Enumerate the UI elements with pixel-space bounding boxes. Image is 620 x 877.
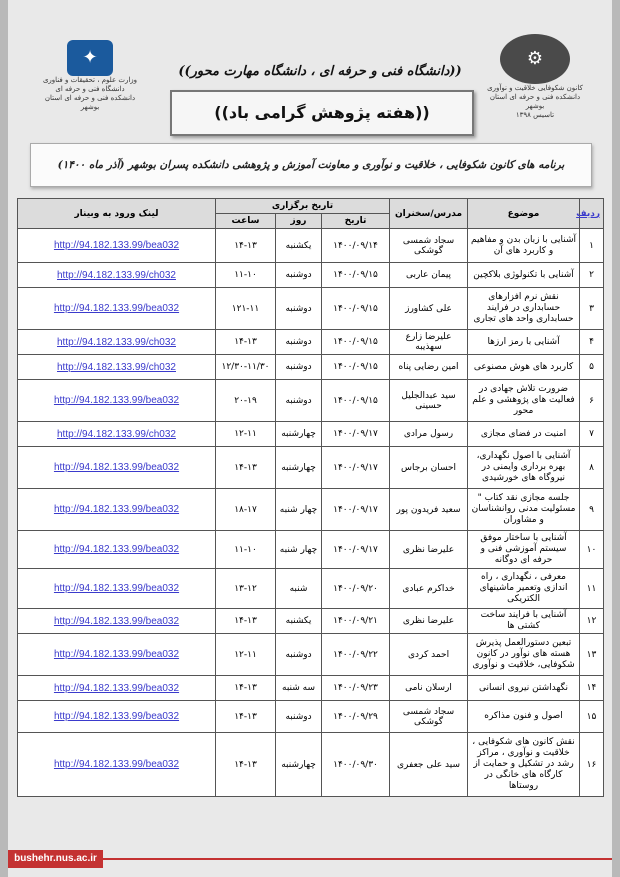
webinar-link[interactable]: http://94.182.133.99/bea032 (53, 615, 180, 627)
row-date: ۱۴۰۰/۰۹/۱۴ (333, 240, 378, 251)
row-lecturer: خداکرم عبادی (402, 583, 455, 594)
row-topic: آشنایی با رمز ارزها (487, 336, 560, 347)
row-lecturer: علیرضا نظری (402, 616, 455, 626)
row-time-cell (216, 676, 276, 701)
row-lecturer: سید علی جعفری (397, 759, 461, 770)
row-time: ۱۴-۱۳ (234, 711, 257, 722)
row-link-cell (18, 701, 216, 733)
row-topic-cell (468, 676, 580, 701)
webinar-link[interactable]: http://94.182.133.99/ch032 (57, 361, 176, 373)
table-row (18, 609, 604, 634)
row-day-cell (276, 676, 322, 701)
header-time: ساعت (216, 214, 276, 229)
row-date-cell (322, 489, 390, 531)
row-day-cell (276, 380, 322, 422)
header-day: روز (276, 214, 322, 229)
row-index: ۳ (589, 303, 594, 314)
row-link-cell (18, 263, 216, 288)
row-day: دوشنبه (285, 362, 312, 372)
webinar-link[interactable]: http://94.182.133.99/bea032 (53, 759, 180, 770)
logo-left-caption: وزارت علوم ، تحقیقات و فناوری دانشگاه فنی و حرفه ای دانشکده فنی و حرفه ای استان بوشهر (42, 76, 138, 111)
row-index-cell (580, 676, 604, 701)
row-day: چهار شنبه (279, 504, 318, 515)
table-row (18, 422, 604, 447)
row-date-cell (322, 330, 390, 355)
row-day-cell (276, 531, 322, 569)
row-link-cell (18, 355, 216, 380)
row-day: چهار شنبه (279, 544, 318, 555)
row-lecturer: احمد کردی (407, 649, 450, 660)
row-index: ۱۶ (586, 759, 597, 770)
row-day-cell (276, 422, 322, 447)
row-lecturer-cell (390, 422, 468, 447)
table-row (18, 330, 604, 355)
row-day-cell (276, 288, 322, 330)
row-lecturer: ارسلان نامی (405, 683, 452, 693)
row-topic-cell (468, 447, 580, 489)
row-date: ۱۴۰۰/۰۹/۲۰ (333, 583, 378, 594)
row-time: ۱۲-۱۱ (234, 649, 257, 660)
innovation-center-logo (480, 34, 590, 119)
row-time-cell (216, 609, 276, 634)
row-date-cell (322, 676, 390, 701)
row-index-cell (580, 531, 604, 569)
row-index-cell (580, 380, 604, 422)
webinar-link[interactable]: http://94.182.133.99/bea032 (53, 682, 180, 694)
row-day-cell (276, 447, 322, 489)
webinar-link[interactable]: http://94.182.133.99/bea032 (53, 240, 180, 251)
row-day-cell (276, 609, 322, 634)
row-day: چهارشنبه (281, 462, 316, 473)
row-lecturer-cell (390, 288, 468, 330)
row-lecturer-cell (390, 733, 468, 797)
row-topic: ضرورت تلاش جهادی در فعالیت های پژوهشی و علم محور (472, 384, 575, 416)
programs-title: برنامه های کانون شکوفایی ، خلاقیت و نوآوری و معاونت آموزش و پژوهشی دانشکده پسران بوشهر (آذر ماه ۱۴۰۰) (30, 143, 592, 187)
row-date-cell (322, 634, 390, 676)
table-row (18, 489, 604, 531)
row-time: ۱۱-۱۰ (234, 270, 257, 280)
row-index: ۲ (589, 270, 594, 280)
right-frame (612, 0, 620, 877)
row-lecturer: رسول مرادی (403, 429, 454, 439)
row-time: ۱۴-۱۳ (234, 240, 257, 251)
row-link-cell (18, 733, 216, 797)
row-index: ۱۰ (586, 544, 597, 555)
row-day: یکشنبه (285, 240, 312, 251)
row-topic: آشنایی با ساختار موفق سیستم آموزشی فنی و حرفه ای دوگانه (480, 533, 567, 565)
row-day-cell (276, 733, 322, 797)
row-topic-cell (468, 330, 580, 355)
row-link-cell (18, 489, 216, 531)
webinar-link[interactable]: http://94.182.133.99/bea032 (53, 504, 180, 515)
row-date-cell (322, 380, 390, 422)
table-row (18, 531, 604, 569)
header-date: تاریخ (322, 214, 390, 229)
row-topic-cell (468, 701, 580, 733)
row-time-cell (216, 355, 276, 380)
row-time: ۱۱-۱۰ (234, 544, 257, 555)
row-index-cell (580, 422, 604, 447)
table-row (18, 569, 604, 609)
row-date-cell (322, 288, 390, 330)
row-date: ۱۴۰۰/۰۹/۲۲ (333, 649, 378, 660)
row-time-cell (216, 489, 276, 531)
row-date: ۱۴۰۰/۰۹/۱۷ (333, 544, 378, 555)
header-date-group: تاریخ برگزاری (216, 199, 390, 214)
row-topic: کاربرد های هوش مصنوعی (473, 361, 574, 372)
table-row (18, 676, 604, 701)
row-lecturer-cell (390, 330, 468, 355)
row-lecturer-cell (390, 489, 468, 531)
row-topic: آشنایی با فرایند ساخت کشتی ها (480, 610, 567, 631)
row-date: ۱۴۰۰/۰۹/۲۹ (333, 711, 378, 722)
row-day-cell (276, 634, 322, 676)
schedule-rows (18, 229, 604, 797)
row-topic: اصول و فنون مذاکره (484, 711, 563, 721)
row-topic-cell (468, 634, 580, 676)
row-time-cell (216, 330, 276, 355)
row-time-cell (216, 569, 276, 609)
row-lecturer-cell (390, 355, 468, 380)
row-lecturer-cell (390, 263, 468, 288)
row-index-cell (580, 569, 604, 609)
row-day: دوشنبه (285, 270, 312, 280)
table-row (18, 701, 604, 733)
row-day-cell (276, 229, 322, 263)
row-time-cell (216, 447, 276, 489)
table-row (18, 288, 604, 330)
row-day: دوشنبه (285, 649, 312, 660)
row-link-cell (18, 676, 216, 701)
row-day-cell (276, 569, 322, 609)
webinar-link[interactable]: http://94.182.133.99/bea032 (53, 303, 180, 314)
row-day-cell (276, 701, 322, 733)
row-topic-cell (468, 489, 580, 531)
row-day: شنبه (289, 583, 308, 594)
webinar-link[interactable]: http://94.182.133.99/bea032 (53, 649, 180, 660)
university-logo (40, 40, 140, 120)
row-time-cell (216, 288, 276, 330)
row-topic-cell (468, 569, 580, 609)
row-time: ۱۸-۱۷ (234, 504, 257, 515)
row-date: ۱۴۰۰/۰۹/۱۵ (333, 270, 378, 280)
row-date-cell (322, 355, 390, 380)
row-lecturer-cell (390, 609, 468, 634)
row-time: ۱۴-۱۳ (234, 616, 257, 626)
row-lecturer-cell (390, 447, 468, 489)
row-index: ۵ (589, 362, 594, 372)
row-time-cell (216, 733, 276, 797)
row-date-cell (322, 569, 390, 609)
table-row (18, 263, 604, 288)
row-date: ۱۴۰۰/۰۹/۱۵ (333, 303, 378, 314)
row-index: ۶ (589, 395, 594, 406)
row-lecturer: احسان برجاس (400, 462, 457, 473)
header-lecturer: مدرس/سخنران (390, 199, 468, 229)
row-topic-cell (468, 229, 580, 263)
row-topic: آشنایی با اصول نگهداری، بهره برداری وایمنی در نیروگاه های خورشیدی (476, 451, 571, 483)
row-date-cell (322, 422, 390, 447)
webinar-link[interactable]: http://94.182.133.99/bea032 (53, 395, 180, 406)
row-date: ۱۴۰۰/۰۹/۱۷ (333, 429, 378, 439)
row-day: یکشنبه (285, 616, 312, 626)
row-index: ۴ (589, 337, 594, 347)
logo-right-caption: کانون شکوفایی خلاقیت و نوآوری دانشکده فنی و حرفه ای استان بوشهر تاسیس ۱۳۹۸ (487, 84, 583, 119)
tvu-logo-icon: ✦ (67, 40, 113, 76)
row-lecturer: علیرضا نظری (402, 544, 455, 555)
row-day: دوشنبه (285, 395, 312, 406)
gear-book-icon: ⚙ (500, 34, 570, 84)
row-time-cell (216, 263, 276, 288)
table-row (18, 447, 604, 489)
row-topic: جلسه مجازی نقد کتاب " مسئولیت مدنی روانشناسان و مشاوران (471, 493, 576, 525)
row-index: ۸ (589, 462, 594, 473)
row-time: ۱۴-۱۳ (234, 462, 257, 473)
row-lecturer: سجاد شمسی گوشکی (402, 235, 455, 256)
row-lecturer: سعید فریدون پور (396, 504, 461, 515)
row-time-cell (216, 380, 276, 422)
row-topic: آشنایی با زبان بدن و مفاهیم و کاربرد های آن (471, 234, 577, 256)
row-lecturer-cell (390, 701, 468, 733)
table-row (18, 634, 604, 676)
row-topic-cell (468, 355, 580, 380)
row-topic: آشنایی با تکنولوژی بلاکچین (473, 269, 574, 280)
row-date-cell (322, 447, 390, 489)
table-row (18, 733, 604, 797)
row-topic-cell (468, 380, 580, 422)
row-date: ۱۴۰۰/۰۹/۳۰ (333, 759, 378, 770)
row-link-cell (18, 422, 216, 447)
row-topic: تبعین دستورالعمل پذیرش هسته های نوآور در کانون شکوفایی، خلاقیت و نوآوری (472, 638, 575, 670)
row-link-cell (18, 288, 216, 330)
left-frame (0, 0, 8, 877)
table-row (18, 380, 604, 422)
row-topic: نقش کانون های شکوفایی ، خلاقیت و نوآوری ، مراکز رشد در تشکیل و حمایت از کارگاه های خانگی در روستاها (472, 737, 575, 791)
header-idx: ردیف (580, 199, 604, 229)
row-link-cell (18, 447, 216, 489)
row-date-cell (322, 701, 390, 733)
row-lecturer: پیمان عاربی (405, 270, 452, 280)
webinar-link[interactable]: http://94.182.133.99/bea032 (53, 711, 180, 722)
row-day-cell (276, 489, 322, 531)
row-topic: نگهداشتن نیروی انسانی (478, 682, 569, 693)
webinar-link[interactable]: http://94.182.133.99/bea032 (53, 583, 180, 594)
row-date: ۱۴۰۰/۰۹/۱۵ (333, 337, 378, 347)
row-time-cell (216, 634, 276, 676)
row-time: ۱۴-۱۳ (234, 337, 257, 347)
row-time-cell (216, 229, 276, 263)
row-date: ۱۴۰۰/۰۹/۱۵ (333, 362, 378, 372)
row-topic-cell (468, 263, 580, 288)
row-date-cell (322, 263, 390, 288)
row-lecturer-cell (390, 569, 468, 609)
row-lecturer: سجاد شمسی گوشکی (402, 706, 455, 727)
row-day: چهارشنبه (281, 759, 316, 770)
row-index: ۱۴ (586, 683, 597, 693)
row-date: ۱۴۰۰/۰۹/۲۱ (333, 616, 378, 626)
row-index-cell (580, 701, 604, 733)
row-link-cell (18, 634, 216, 676)
row-day: دوشنبه (285, 303, 312, 314)
header-link: لینک ورود به وبینار (18, 199, 216, 229)
row-link-cell (18, 380, 216, 422)
row-date-cell (322, 733, 390, 797)
row-day-cell (276, 263, 322, 288)
row-lecturer-cell (390, 676, 468, 701)
row-index: ۱۵ (586, 711, 597, 722)
row-date-cell (322, 229, 390, 263)
row-date-cell (322, 609, 390, 634)
row-lecturer-cell (390, 634, 468, 676)
row-time-cell (216, 422, 276, 447)
row-topic-cell (468, 609, 580, 634)
row-date: ۱۴۰۰/۰۹/۱۷ (333, 462, 378, 473)
row-index: ۱۳ (586, 649, 597, 660)
row-date: ۱۴۰۰/۰۹/۱۵ (333, 395, 378, 406)
row-index-cell (580, 355, 604, 380)
row-date: ۱۴۰۰/۰۹/۲۳ (333, 683, 378, 693)
row-topic-cell (468, 733, 580, 797)
university-title: ((دانشگاه فنی و حرفه ای ، دانشگاه مهارت محور)) (178, 64, 462, 79)
row-time: ۲۰-۱۹ (234, 395, 257, 406)
row-index-cell (580, 263, 604, 288)
row-index-cell (580, 229, 604, 263)
row-day: چهارشنبه (281, 429, 316, 439)
header-topic: موضوع (468, 199, 580, 229)
row-lecturer: امین رضایی پناه (398, 362, 459, 372)
row-topic-cell (468, 422, 580, 447)
row-topic: امنیت در فضای مجازی (480, 428, 567, 439)
row-time: ۱۳-۱۲ (234, 583, 257, 594)
row-index: ۱۱ (586, 583, 597, 594)
row-date-cell (322, 531, 390, 569)
table-row (18, 229, 604, 263)
row-topic: معرفی ، نگهداری ، راه اندازی وتعمیر ماشینهای الکتریکی (479, 572, 568, 604)
row-time-cell (216, 531, 276, 569)
webinar-link[interactable]: http://94.182.133.99/ch032 (57, 428, 176, 440)
row-lecturer-cell (390, 531, 468, 569)
row-day: سه شنبه (282, 683, 316, 693)
row-topic-cell (468, 531, 580, 569)
row-lecturer-cell (390, 380, 468, 422)
schedule-table (17, 198, 604, 797)
row-lecturer-cell (390, 229, 468, 263)
row-lecturer: علی کشاورز (405, 303, 452, 314)
row-day: دوشنبه (285, 337, 312, 347)
row-link-cell (18, 531, 216, 569)
row-time: ۱۲۱-۱۱ (231, 303, 260, 314)
row-lecturer: علیرضا زارع سهذیبه (405, 332, 452, 352)
webinar-link[interactable]: http://94.182.133.99/bea032 (53, 462, 180, 473)
row-index-cell (580, 447, 604, 489)
row-index: ۷ (589, 429, 594, 439)
row-index-cell (580, 330, 604, 355)
webinar-link[interactable]: http://94.182.133.99/bea032 (53, 544, 180, 555)
site-url: bushehr.nus.ac.ir (8, 850, 103, 868)
row-day-cell (276, 355, 322, 380)
row-lecturer: سید عبدالجلیل حسینی (401, 390, 456, 411)
footer-divider (103, 858, 612, 860)
row-time: ۱۲-۱۱ (234, 429, 257, 439)
row-index: ۹ (589, 504, 594, 515)
webinar-link[interactable]: http://94.182.133.99/ch032 (57, 269, 176, 281)
row-time: ۱۴-۱۳ (234, 759, 257, 770)
row-index-cell (580, 634, 604, 676)
row-index: ۱۲ (586, 616, 597, 626)
research-week-banner: ((هفته پژوهش گرامی باد)) (170, 90, 474, 136)
row-link-cell (18, 330, 216, 355)
webinar-link[interactable]: http://94.182.133.99/ch032 (57, 336, 176, 348)
row-index-cell (580, 733, 604, 797)
row-link-cell (18, 569, 216, 609)
row-link-cell (18, 609, 216, 634)
row-date: ۱۴۰۰/۰۹/۱۷ (333, 504, 378, 515)
row-time: ۱۴-۱۳ (234, 683, 257, 693)
row-time: ۱۲/۳۰-۱۱/۳۰ (221, 362, 270, 372)
row-time-cell (216, 701, 276, 733)
row-day-cell (276, 330, 322, 355)
row-index: ۱ (589, 240, 594, 251)
row-index-cell (580, 288, 604, 330)
row-index-cell (580, 609, 604, 634)
row-topic-cell (468, 288, 580, 330)
row-link-cell (18, 229, 216, 263)
row-index-cell (580, 489, 604, 531)
row-topic: نقش نرم افزارهای حسابداری در فرایند حسابداری واحد های تجاری (473, 292, 574, 324)
row-day: دوشنبه (285, 711, 312, 722)
table-row (18, 355, 604, 380)
